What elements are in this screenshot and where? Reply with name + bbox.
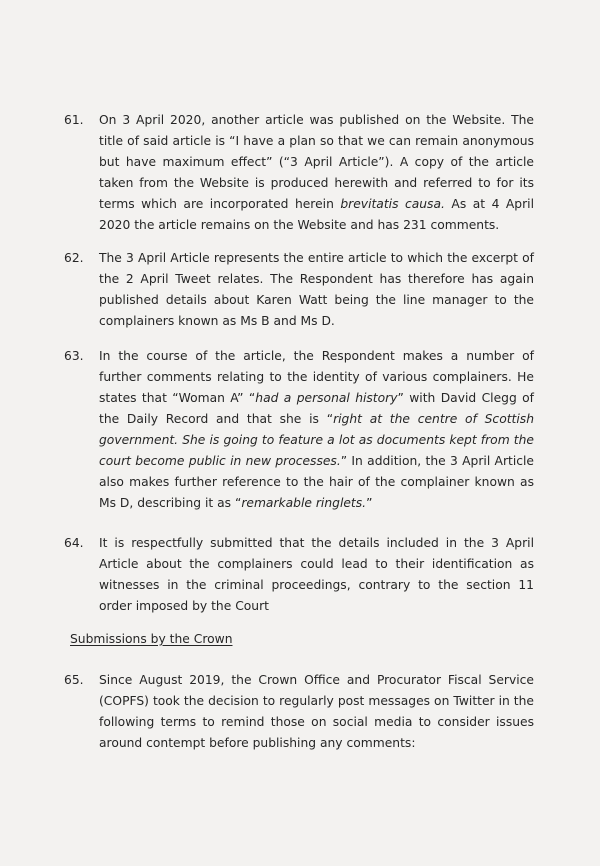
paragraph-number: 62. xyxy=(64,251,84,265)
paragraph-number: 63. xyxy=(64,349,84,363)
paragraph-65 xyxy=(64,670,534,754)
section-heading: Submissions by the Crown xyxy=(70,632,233,646)
paragraph-number: 64. xyxy=(64,536,84,550)
paragraph-number: 65. xyxy=(64,673,84,687)
paragraph-text: Since August 2019, the Crown Office and Procurator Fiscal Service (COPFS) took the decision to regularly post messages on Twitter in the following terms to remind those on social media to consider issues around contempt before publishing any comments: xyxy=(99,673,534,750)
paragraph-text: In the course of the article, the Respondent makes a number of further comments relating to the identity of various complainers. He states that “Woman A” “had a personal history” with David Clegg of the Daily Record and that she is “right at the centre of Scottish government. She is going to feature a lot as documents kept from the court become public in new processes.” In addition, the 3 April Article also makes further reference to the hair of the complainer known as Ms D, describing it as “remarkable ringlets.” xyxy=(99,349,534,510)
paragraph-64 xyxy=(64,533,534,617)
paragraph-number: 61. xyxy=(64,113,84,127)
paragraph-61 xyxy=(64,110,534,236)
paragraph-62 xyxy=(64,248,534,332)
paragraph-text: It is respectfully submitted that the details included in the 3 April Article about the complainers could lead to their identification as witnesses in the criminal proceedings, contrary to the section 11 order imposed by the Court xyxy=(99,536,534,613)
paragraph-text: On 3 April 2020, another article was published on the Website. The title of said article is “I have a plan so that we can remain anonymous but have maximum effect” (“3 April Article”). A copy of the article taken from the Website is produced herewith and referred to for its terms which are incorporated herein brevitatis causa. As at 4 April 2020 the article remains on the Website and has 231 comments. xyxy=(99,113,534,232)
paragraph-63 xyxy=(64,346,534,514)
paragraph-text: The 3 April Article represents the entire article to which the excerpt of the 2 April Tweet relates. The Respondent has therefore has again published details about Karen Watt being the line manager to the complainers known as Ms B and Ms D. xyxy=(99,251,534,328)
